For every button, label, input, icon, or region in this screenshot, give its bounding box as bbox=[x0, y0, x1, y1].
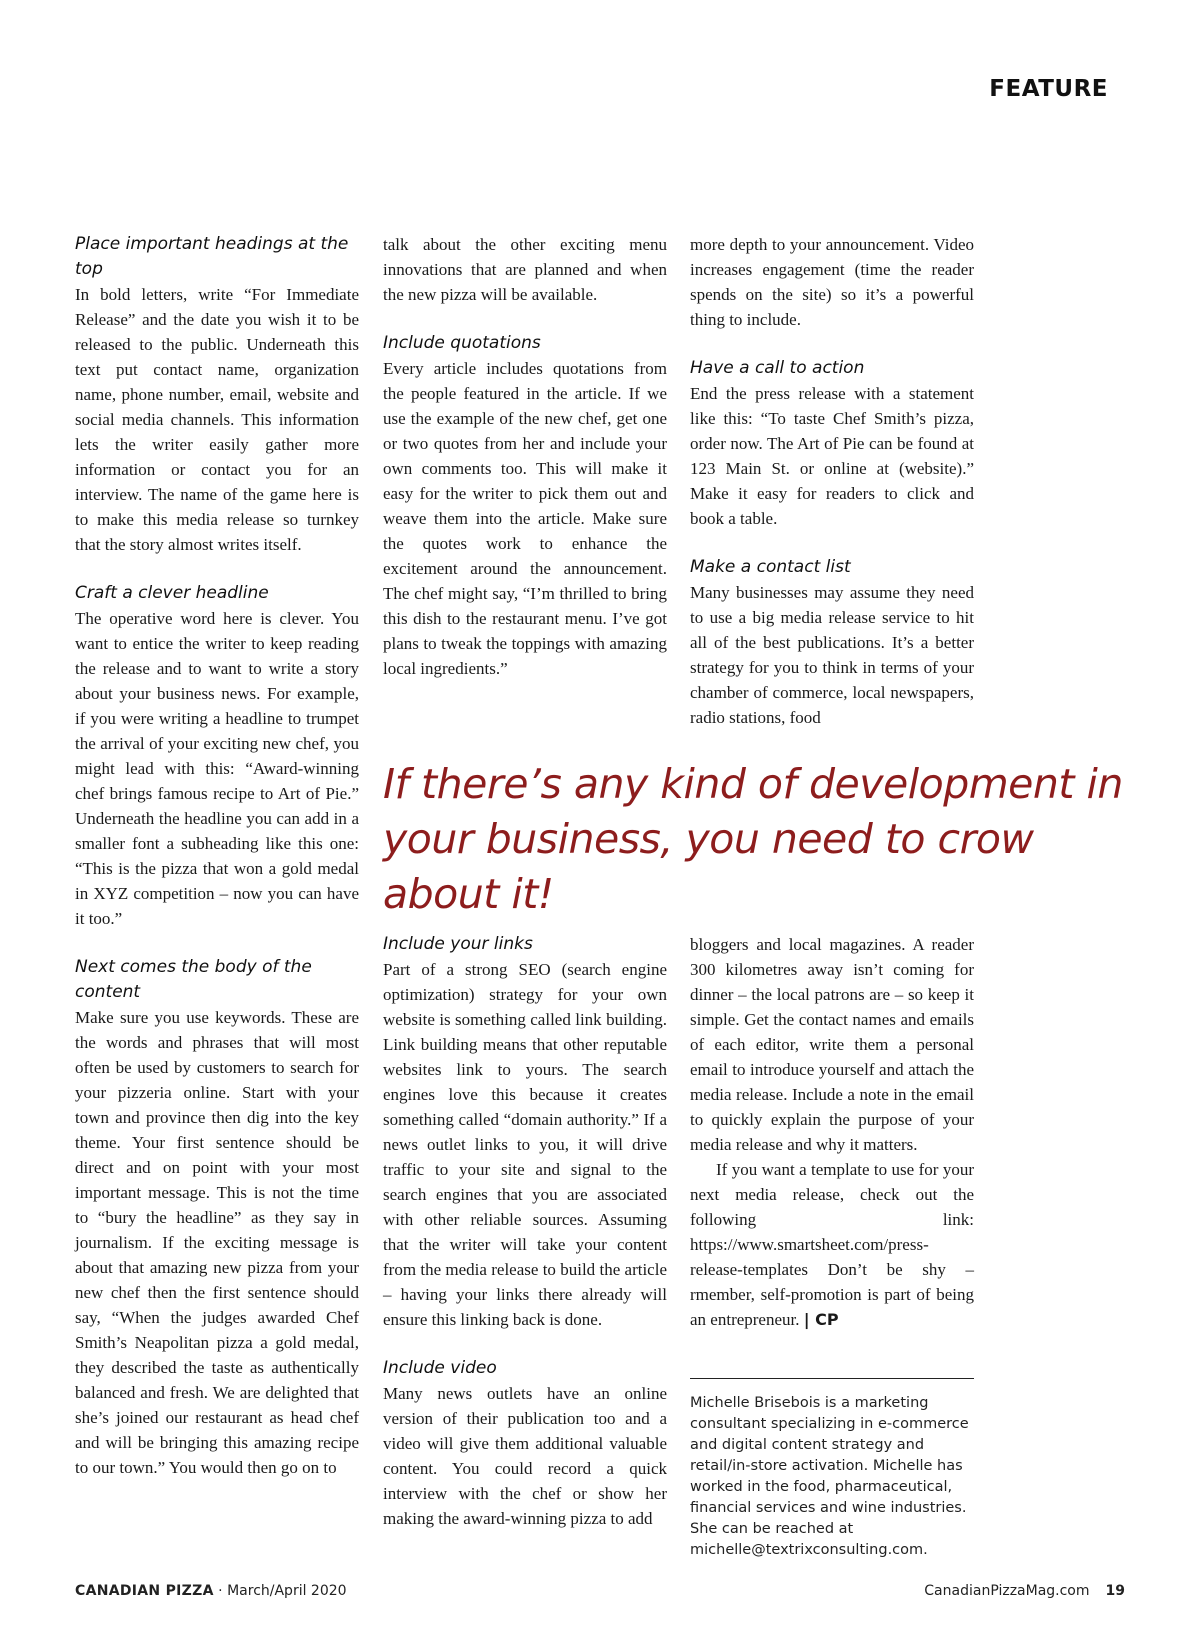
article-column-2-top bbox=[383, 232, 667, 681]
subheading: Next comes the body of the content bbox=[75, 957, 312, 1002]
page-footer bbox=[75, 1583, 1125, 1599]
issue-date: · March/April 2020 bbox=[213, 1583, 347, 1599]
subheading: Place important headings at the top bbox=[75, 234, 349, 279]
article-column-3-top bbox=[690, 232, 974, 730]
paragraph: Every article includes quotations from the people featured in the article. If we use the example of the new chef, get one or two quotes from her and include your own comments too. This will make it easy for the writer to pick them out and weave them into the article. Make sure the quotes work to enhance the excitement around the announcement. The chef might say, “I’m thrilled to bring this dish to the restaurant menu. I’ve got plans to tweak the toppings with amazing local ingredients.” bbox=[383, 359, 667, 678]
paragraph: talk about the other exciting menu innovations that are planned and when the new pizza will be available. bbox=[383, 235, 667, 304]
paragraph: The operative word here is clever. You want to entice the writer to keep reading the release and to want to write a story about your business news. For example, if you were writing a headline to trumpet the arrival of your exciting new chef, you might lead with this: “Award-winning chef brings famous recipe to Art of Pie.” Underneath the headline you can add in a smaller font a subheading like this one: “This is the pizza that won a gold medal in XYZ competition – now you can have it too.” bbox=[75, 609, 359, 928]
article-column-2-bottom bbox=[383, 932, 667, 1531]
paragraph bbox=[690, 1157, 974, 1332]
page-number: 19 bbox=[1105, 1583, 1125, 1599]
end-mark: | CP bbox=[803, 1310, 839, 1329]
closing-text: If you want a template to use for your next media release, check out the following link: https://www.smartsheet.com/press-release-templates Don’t be shy – rmember, self-promotion is part of being an entrepreneur. bbox=[690, 1160, 974, 1329]
paragraph: In bold letters, write “For Immediate Release” and the date you wish it to be released to the public. Underneath this text put contact name, organization name, phone number, email, website and social media channels. This information lets the writer easily gather more information or contact you for an interview. The name of the game here is to make this media release so turnkey that the story almost writes itself. bbox=[75, 285, 359, 554]
website-url: CanadianPizzaMag.com bbox=[924, 1583, 1090, 1599]
article-column-1 bbox=[75, 232, 359, 1480]
footer-right bbox=[924, 1583, 1125, 1599]
author-bio: Michelle Brisebois is a marketing consultant specializing in e-commerce and digital content strategy and retail/in-store activation. Michelle has worked in the food, pharmaceutical, financial services and wine industries. She can be reached at michelle@textrixconsulting.com. bbox=[690, 1395, 969, 1558]
paragraph: Part of a strong SEO (search engine optimization) strategy for your own website is something called link building. Link building means that other reputable websites link to yours. The search engines love this because it creates something called “domain authority.” If a news outlet links to you, it will drive traffic to your site and signal to the search engines that you are associated with other reliable sources. Assuming that the writer will take your content from the media release to build the article – having your links there already will ensure this linking back is done. bbox=[383, 960, 667, 1329]
section-label: FEATURE bbox=[989, 76, 1108, 102]
bio-divider bbox=[690, 1378, 974, 1379]
pull-quote: If there’s any kind of development in your business, you need to crow about it! bbox=[383, 760, 1123, 918]
paragraph: Make sure you use keywords. These are the words and phrases that will most often be used by customers to search for your pizzeria online. Start with your town and province then dig into the key theme. Your first sentence should be direct and on point with your most important message. This is not the time to “bury the headline” as they say in journalism. If the exciting message is about that amazing new pizza from your new chef then the first sentence should say, “When the judges awarded Chef Smith’s Neapolitan pizza a gold medal, they described the taste as authentically balanced and fresh. We are delighted that she’s joined our restaurant as head chef and will be bringing this amazing recipe to our town.” You would then go on to bbox=[75, 1008, 359, 1477]
article-column-3-bottom bbox=[690, 932, 974, 1332]
magazine-name: CANADIAN PIZZA bbox=[75, 1583, 214, 1599]
subheading: Craft a clever headline bbox=[75, 583, 269, 603]
subheading: Include quotations bbox=[383, 333, 541, 353]
paragraph: End the press release with a statement like this: “To taste Chef Smith’s pizza, order now. The Art of Pie can be found at 123 Main St. or online at (website).” Make it easy for readers to click and book a table. bbox=[690, 384, 974, 528]
paragraph: bloggers and local magazines. A reader 300 kilometres away isn’t coming for dinner – the local patrons are – so keep it simple. Get the contact names and emails of each editor, write them a personal email to introduce yourself and attach the media release. Include a note in the email to quickly explain the purpose of your media release and why it matters. bbox=[690, 935, 974, 1154]
subheading: Include your links bbox=[383, 934, 533, 954]
subheading: Have a call to action bbox=[690, 358, 865, 378]
subheading: Make a contact list bbox=[690, 557, 851, 577]
paragraph: Many businesses may assume they need to use a big media release service to hit all of the best publications. It’s a better strategy for you to think in terms of your chamber of commerce, local newspapers, radio stations, food bbox=[690, 583, 974, 727]
paragraph: more depth to your announcement. Video increases engagement (time the reader spends on the site) so it’s a powerful thing to include. bbox=[690, 235, 974, 329]
subheading: Include video bbox=[383, 1358, 497, 1378]
paragraph: Many news outlets have an online version of their publication too and a video will give them additional valuable content. You could record a quick interview with the chef or show her making the award-winning pizza to add bbox=[383, 1384, 667, 1528]
